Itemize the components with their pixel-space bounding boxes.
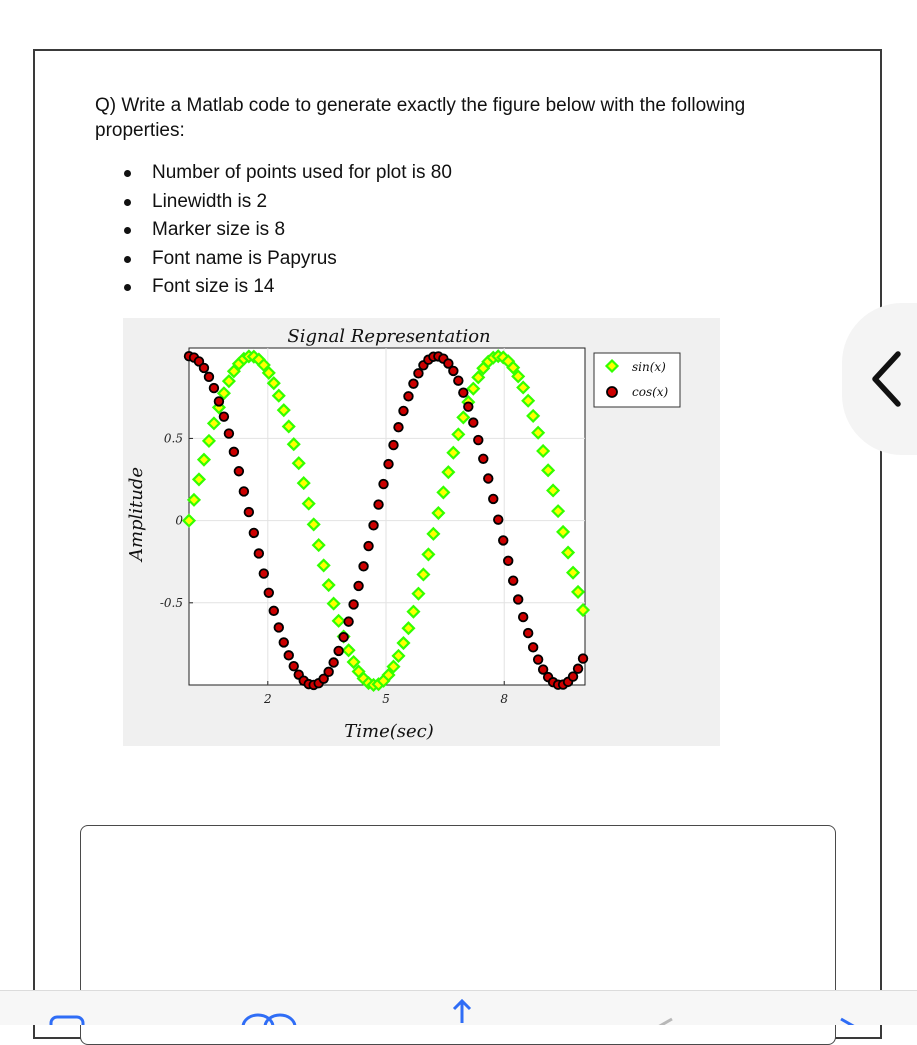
property-text: Number of points used for plot is 80 (152, 162, 452, 183)
data-point-cos (269, 607, 278, 616)
data-point-cos (479, 454, 488, 463)
data-point-cos (289, 662, 298, 671)
list-item (115, 245, 452, 274)
chart-legend (594, 353, 680, 407)
data-point-cos (344, 617, 353, 626)
property-text: Marker size is 8 (152, 219, 286, 240)
data-point-cos (454, 376, 463, 385)
x-axis-label: Time(sec) (344, 721, 434, 742)
data-point-cos (504, 557, 513, 566)
data-point-cos (449, 367, 458, 376)
data-point-cos (529, 643, 538, 652)
y-tick-label: 0.5 (163, 431, 183, 446)
forward-icon[interactable] (833, 993, 863, 1025)
legend-marker-cos (607, 387, 617, 397)
data-point-cos (574, 664, 583, 673)
data-point-cos (524, 629, 533, 638)
data-point-cos (394, 423, 403, 432)
data-point-cos (240, 487, 249, 496)
data-point-cos (245, 508, 254, 517)
bullet-icon (124, 284, 131, 291)
data-point-cos (225, 429, 234, 438)
data-point-cos (235, 467, 244, 476)
data-point-cos (220, 412, 229, 421)
question-text: Q) Write a Matlab code to generate exactly the figure below with the following properties: (95, 95, 746, 141)
data-point-cos (364, 542, 373, 551)
data-point-cos (379, 480, 388, 489)
data-point-cos (474, 436, 483, 445)
data-point-cos (469, 418, 478, 427)
data-point-cos (260, 569, 269, 578)
list-item (115, 273, 452, 302)
data-point-cos (329, 658, 338, 667)
list-item (115, 188, 452, 217)
property-text: Font name is Papyrus (152, 247, 337, 269)
data-point-cos (384, 460, 393, 469)
data-point-cos (200, 364, 209, 373)
data-point-cos (359, 562, 368, 571)
bookmarks-icon[interactable] (240, 993, 298, 1025)
data-point-cos (519, 613, 528, 622)
data-point-cos (339, 633, 348, 642)
bullet-icon (124, 199, 131, 206)
bullet-icon (124, 227, 131, 234)
data-point-cos (349, 600, 358, 609)
data-point-cos (265, 588, 274, 597)
y-tick-label: 0 (175, 513, 183, 528)
data-point-cos (210, 384, 219, 393)
data-point-cos (514, 595, 523, 604)
chart-figure (123, 318, 720, 746)
data-point-cos (459, 388, 468, 397)
x-tick-label: 8 (500, 692, 509, 706)
bullet-icon (124, 170, 131, 177)
x-tick-label: 5 (382, 692, 390, 706)
browser-toolbar (0, 990, 917, 1025)
data-point-cos (484, 474, 493, 483)
chevron-left-icon (870, 350, 904, 408)
data-point-cos (324, 668, 333, 677)
x-tick-label: 2 (263, 692, 272, 706)
properties-list (115, 159, 452, 302)
legend-label-sin: sin(x) (632, 360, 666, 374)
data-point-cos (369, 521, 378, 530)
chart-svg (123, 318, 720, 746)
data-point-cos (489, 495, 498, 504)
list-item (115, 216, 452, 245)
data-point-cos (409, 379, 418, 388)
data-point-cos (414, 369, 423, 378)
data-point-cos (464, 402, 473, 411)
data-point-cos (215, 397, 224, 406)
data-point-cos (255, 549, 264, 558)
data-point-cos (534, 655, 543, 664)
y-axis-label: Amplitude (126, 466, 147, 562)
data-point-cos (389, 441, 398, 450)
data-point-cos (374, 500, 383, 509)
data-point-cos (579, 654, 588, 663)
data-point-cos (205, 373, 214, 382)
property-text: Font size is 14 (152, 276, 275, 297)
property-text: Linewidth is 2 (152, 190, 268, 212)
data-point-cos (404, 392, 413, 401)
data-point-cos (279, 638, 288, 647)
bullet-icon (124, 256, 131, 263)
y-tick-label: -0.5 (159, 595, 183, 610)
data-point-cos (250, 529, 259, 538)
data-point-cos (274, 623, 283, 632)
chart-title: Signal Representation (287, 326, 491, 347)
tabs-icon[interactable] (48, 993, 88, 1025)
data-point-cos (494, 515, 503, 524)
list-item (115, 159, 452, 188)
share-icon[interactable] (447, 993, 477, 1025)
data-point-cos (399, 407, 408, 416)
data-point-cos (230, 448, 239, 457)
data-point-cos (334, 647, 343, 656)
data-point-cos (354, 582, 363, 591)
data-point-cos (509, 576, 518, 585)
data-point-cos (499, 536, 508, 545)
legend-label-cos: cos(x) (632, 385, 669, 399)
data-point-cos (284, 651, 293, 660)
back-icon[interactable] (650, 993, 680, 1025)
